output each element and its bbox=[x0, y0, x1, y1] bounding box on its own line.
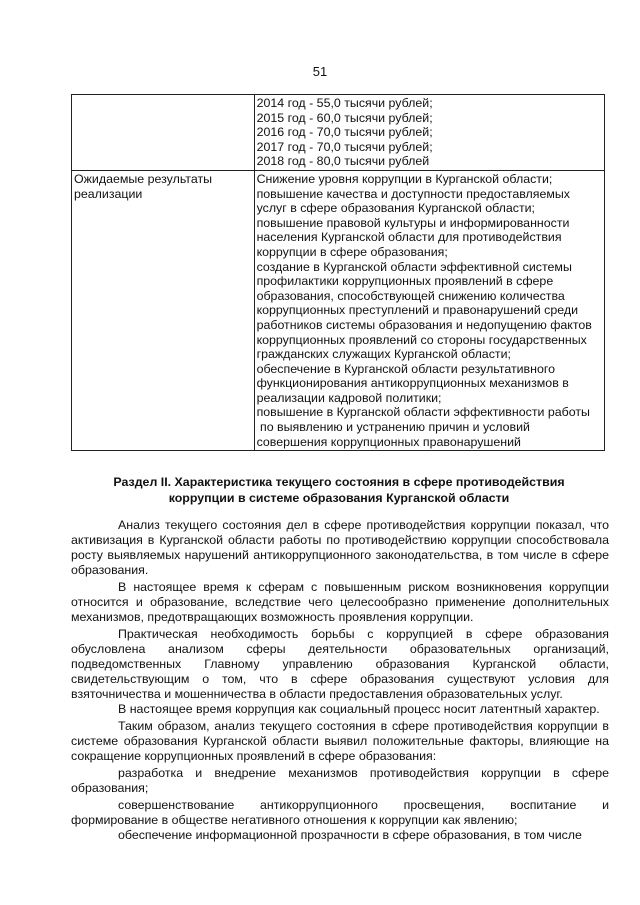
result-line: образования, способствующей снижению количества bbox=[256, 288, 565, 303]
table-cell-expected-results bbox=[254, 170, 604, 450]
funding-line: 2018 год - 80,0 тысячи рублей bbox=[256, 154, 430, 169]
result-line: повышение правовой культуры и информированности bbox=[256, 215, 570, 230]
table-row-funding bbox=[72, 95, 605, 171]
result-line: профилактики коррупционных проявлений в сфере bbox=[256, 274, 554, 289]
result-line: создание в Курганской области эффективной системы bbox=[256, 259, 572, 274]
label-line: реализации bbox=[74, 186, 143, 201]
result-line: Снижение уровня коррупции в Курганской области; bbox=[256, 171, 553, 186]
result-line: по выявлению и устранению причин и условий bbox=[256, 420, 530, 435]
page-number: 51 bbox=[312, 64, 328, 79]
result-line: повышение качества и доступности предоставляемых bbox=[256, 186, 570, 201]
paragraph-latent: В настоящее время коррупция как социальный процесс носит латентный характер. bbox=[118, 702, 600, 716]
paragraph-risk-spheres: В настоящее время к сферам с повышенным риском возникновения коррупции относится и образование, вследствие чего целесообразно применение дополнительных механизмов, предотвращающих возможность проявления коррупции. bbox=[71, 580, 609, 624]
result-line: работников системы образования и недопущению фактов bbox=[256, 317, 592, 332]
table-cell-label-empty bbox=[72, 95, 255, 171]
result-line: коррупции в сфере образования; bbox=[256, 244, 448, 259]
result-line: населения Курганской области для противодействия bbox=[256, 230, 562, 245]
funding-line: 2014 год - 55,0 тысячи рублей; bbox=[256, 96, 433, 110]
program-passport-table bbox=[71, 94, 605, 451]
result-line: обеспечение в Курганской области результативного bbox=[256, 361, 555, 376]
result-line: гражданских служащих Курганской области; bbox=[256, 347, 511, 362]
table-cell-funding-by-year bbox=[254, 95, 604, 171]
paragraph-factor-mechanisms: разработка и внедрение механизмов противодействия коррупции в сфере образования; bbox=[71, 766, 609, 795]
result-line: реализации кадровой политики; bbox=[256, 390, 442, 405]
result-line: повышение в Курганской области эффективности работы bbox=[256, 405, 590, 420]
funding-line: 2017 год - 70,0 тысячи рублей; bbox=[256, 139, 433, 154]
section-title-line-2: коррупции в системе образования Курганской области bbox=[168, 491, 510, 505]
paragraph-factor-education: совершенствование антикоррупционного просвещения, воспитание и формирование в обществе негативного отношения к коррупции как явлению; bbox=[71, 798, 609, 827]
result-line: функционирования антикоррупционных механизмов в bbox=[256, 376, 569, 391]
paragraph-conclusion: Таким образом, анализ текущего состояния в сфере противодействия коррупции в системе образования Курганской области выявил положительные факторы, влияющие на сокращение коррупционных проявлений в сфере образования: bbox=[71, 719, 609, 763]
section-title-line-1: Раздел II. Характеристика текущего состояния в сфере противодействия bbox=[113, 475, 565, 489]
section-title bbox=[60, 474, 618, 506]
result-line: совершения коррупционных правонарушений bbox=[256, 434, 521, 449]
result-line: услуг в сфере образования Курганской области; bbox=[256, 201, 535, 216]
paragraph-analysis: Анализ текущего состояния дел в сфере противодействия коррупции показал, что активизация в Курганской области работы по противодействию коррупции способствовала росту выявляемых нарушений антикоррупционного законодательства, в том числе в сфере образования. bbox=[71, 518, 609, 577]
result-line: коррупционных преступлений и правонарушений среди bbox=[256, 303, 579, 318]
paragraph-factor-transparency: обеспечение информационной прозрачности в сфере образования, в том числе bbox=[118, 828, 582, 842]
paragraph-necessity: Практическая необходимость борьбы с коррупцией в сфере образования обусловлена анализом сферы деятельности образовательных организаций, подведомственных Главному управлению образования Курганской области, свидетельствующим о том, что в сфере образования существуют условия для взяточничества и мошенничества в области предоставления образовательных услуг. bbox=[71, 627, 609, 701]
label-line: Ожидаемые результаты bbox=[74, 171, 213, 186]
table-row-expected-results bbox=[72, 170, 605, 450]
funding-line: 2015 год - 60,0 тысячи рублей; bbox=[256, 110, 433, 125]
table-cell-label-expected-results bbox=[72, 170, 255, 450]
body-text bbox=[71, 518, 609, 843]
result-line: коррупционных проявлений со стороны государственных bbox=[256, 332, 587, 347]
funding-line: 2016 год - 70,0 тысячи рублей; bbox=[256, 125, 433, 140]
